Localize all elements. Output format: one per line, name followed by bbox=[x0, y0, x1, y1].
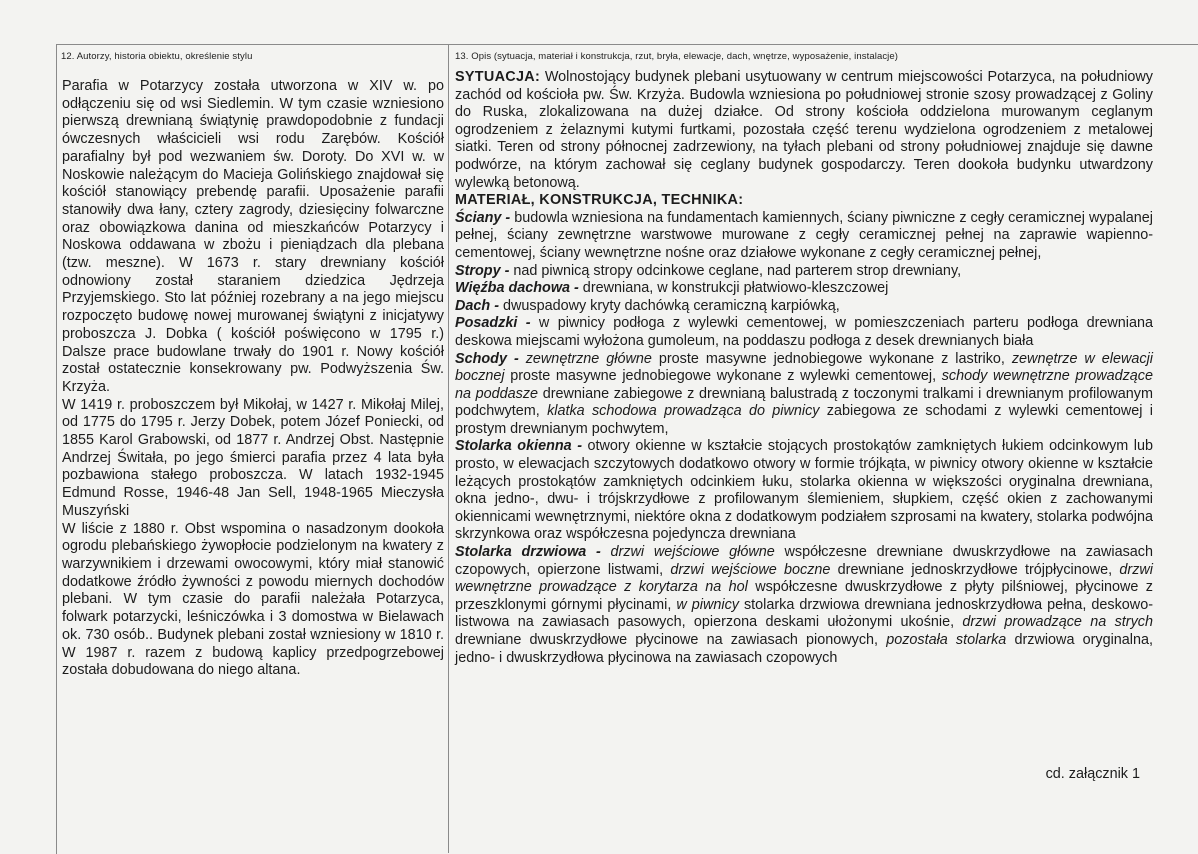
sciany-paragraph bbox=[455, 210, 1153, 263]
sytuacja-label: SYTUACJA: bbox=[455, 69, 541, 85]
drzwiowa-label: Stolarka drzwiowa - bbox=[455, 544, 601, 561]
section-12-heading: 12. Autorzy, historia obiektu, określenie stylu bbox=[61, 51, 253, 62]
section-13-heading: 13. Opis (sytuacja, materiał i konstrukcja, rzut, bryła, elewacje, dach, wnętrze, wyposażenie, instalacje) bbox=[455, 51, 899, 62]
wiezba-label: Więźba dachowa - bbox=[455, 280, 579, 297]
drzwi-part: drewniane jednoskrzydłowe trójpłycinowe, bbox=[830, 561, 1120, 578]
schody-paragraph bbox=[455, 351, 1153, 439]
drzwi-part: pozostała stolarka bbox=[886, 632, 1007, 648]
schody-part: klatka schodowa prowadząca do piwnicy bbox=[547, 403, 820, 420]
dach-label: Dach - bbox=[455, 297, 499, 314]
drzwi-part: drzwi prowadzące na strych bbox=[962, 614, 1153, 631]
okienna-text: otwory okienne w kształcie stojących prostokątów zamkniętych łukiem odcinkowym lub prosto, w elewacjach szczytowych dodatkowo otwory w formie trójkąta, w piwnicy otwory okienne w kształcie leżących prostokątów zamkniętych odcinkiem łuku, stolarka okienna w większości oryginalna drewniana, okna jedno-, dwu- i trójskrzydłowe z profilowanym ślemieniem, słupkiem, część okien z zachowanymi okiennicami wewnętrznymi, niektóre okna z dodatkowym podziałem szprosami na kwatery, stolarka podwójna skrzynkowa oraz współczesna pojedyncza drewniana bbox=[455, 438, 1153, 543]
drzwi-part: w piwnicy bbox=[676, 596, 739, 613]
schody-label: Schody - bbox=[455, 350, 519, 367]
wiezba-text: drewniana, w konstrukcji płatwiowo-kleszczowej bbox=[578, 280, 889, 297]
drzwi-part: drzwiowa oryginalna, jedno- i dwuskrzydłowa płycinowa na zawiasach czopowych bbox=[455, 632, 1153, 666]
posadzki-paragraph bbox=[455, 315, 1153, 350]
drzwi-part: drzwi wejściowe główne bbox=[600, 544, 775, 561]
history-paragraph: Parafia w Potarzycy została utworzona w XIV w. po odłączeniu się od wsi Siedlemin. W tym czasie wzniesiono pierwszą drewnianą świątynię prawdopodobnie z fundacji ówczesnych właścicieli wsi rodu Zarębów. Kościół parafialny był pod wezwaniem św. Doroty. Do XVI w. w Noskowie należącym do Macieja Golińskiego znajdował się kościół stanowiący prebendę parafii. Uposażenie parafii stanowiły dwa łany, cztery zagrody, dziesięciny folwarczne oraz obowiązkowa danina od mieszkańców Potarzycy i Noskowa oddawana w zbożu i pieniądzach dla plebana (tzw. meszne). W 1673 r. stary drewniany kościół odnowiony został staraniem dziedzica Jędrzeja Przyjemskiego. Sto lat później rozebrany a na jego miejscu rozpoczęto budowę nowej murowanej świątyni z inicjatywy proboszcza J. Dobka ( kościół poświęcono w 1795 r.) Dalsze prace budowlane trwały do 1901 r. Nowy kościół został ostatecznie konsekrowany pw. Podwyższenia Św. Krzyża. bbox=[62, 78, 444, 395]
dach-paragraph bbox=[455, 298, 1153, 316]
drzwi-part: stolarka drzwiowa drewniana jednoskrzydłowa pełna, deskowo-listwowa na zawiasach pasowych, opierzona deskami ułożonymi ukośnie, bbox=[455, 596, 1153, 631]
schody-part: proste masywne jednobiegowe wykonane z lastriko, bbox=[651, 350, 1012, 367]
drzwi-part: współczesne dwuskrzydłowe z płyty pilśniowej, płycinowe z przeszklonymi górnymi płycinami, bbox=[455, 579, 1153, 613]
sciany-text: budowla wzniesiona na fundamentach kamiennych, ściany piwniczne z cegły ceramicznej wypalanej pełnej, ściany zewnętrzne warstwowe murowane z cegły ceramicznej pełnej na zaprawie wapienno-cementowej, ściany wewnętrzne nośne oraz działowe wykonane z cegły ceramicznej pełnej, bbox=[455, 209, 1153, 261]
schody-part: zabiegowa ze schodami z wylewki cementowej i prostym drewnianym pochwytem, bbox=[455, 403, 1153, 437]
history-column bbox=[62, 78, 444, 680]
history-paragraph: W liście z 1880 r. Obst wspomina o nasadzonym dookoła ogrodu plebańskiego żywopłocie podzielonym na kwatery z warzywnikiem i drzewami owocowymi, który miał stanowić dodatkowe źródło żywności z powodu miernych dochodów plebani. W tym czasie do parafii należała Potarzyca, folwark potarzycki, leśniczówka i 3 domostwa w Bielawach ok. 730 osób.. Budynek plebani został wzniesiony w 1810 r. W 1987 r. razem z budową kaplicy przedpogrzebowej została dobudowana do niego altana. bbox=[62, 520, 444, 679]
schody-part: drewniane zabiegowe z drewnianą balustradą z toczonymi tralkami i drewnianym profilowanym podchwytem, bbox=[455, 385, 1153, 420]
column-divider bbox=[448, 44, 449, 853]
description-column bbox=[455, 69, 1153, 667]
drzwi-part: drewniane dwuskrzydłowe płycinowe na zawiasach pionowych, bbox=[455, 632, 887, 648]
dach-text: dwuspadowy kryty dachówką ceramiczną karpiówką, bbox=[498, 297, 840, 314]
drzwi-part: drzwi wewnętrzne prowadzące z korytarza na hol bbox=[455, 561, 1153, 596]
okienna-label: Stolarka okienna - bbox=[455, 438, 582, 455]
posadzki-label: Posadzki - bbox=[455, 315, 531, 332]
stropy-paragraph bbox=[455, 263, 1153, 281]
schody-part: proste masywne jednobiegowe wykonane z wylewki cementowej, bbox=[504, 368, 942, 385]
sytuacja-paragraph bbox=[455, 69, 1153, 192]
posadzki-text: w piwnicy podłoga z wylewki cementowej, w pomieszczeniach parteru podłoga drewniana deskowa miejscami wyłożona gumoleum, na poddaszu podłoga z desek drewnianych biała bbox=[455, 315, 1153, 349]
material-heading: MATERIAŁ, KONSTRUKCJA, TECHNIKA: bbox=[455, 192, 744, 209]
sytuacja-text: Wolnostojący budynek plebani usytuowany w centrum miejscowości Potarzyca, na południowy zachód od kościoła pw. Św. Krzyża. Budowla wzniesiona po południowej stronie szosy prowadzącej z Goliny do Ruska, zlokalizowana na dużej działce. Od strony kościoła oddzielona murowanym ceglanym ogrodzeniem z żelaznymi kutymi furtkami, pozostała część terenu wydzielona ogrodzeniem z metalowej siatki. Teren od strony północnej zadrzewiony, na tyłach plebani od strony południowej znajduje się dawne podwórze, na którym zachował się ceglany budynek gospodarczy. Teren dookoła budynku utwardzony wylewką betonową. bbox=[455, 69, 1153, 191]
stropy-label: Stropy - bbox=[455, 262, 510, 279]
schody-part: zewnętrze w elewacji bocznej bbox=[455, 350, 1153, 385]
drzwiowa-paragraph bbox=[455, 544, 1153, 667]
drzwi-part: współczesne drewniane dwuskrzydłowe na zawiasach czopowych, opierzone listwami, bbox=[455, 544, 1153, 578]
schody-part: schody wewnętrzne prowadzące na poddasze bbox=[455, 368, 1153, 402]
history-paragraph: W 1419 r. proboszczem był Mikołaj, w 1427 r. Mikołaj Milej, od 1775 do 1795 r. Jerzy Dobek, potem Józef Poniecki, od 1855 Karol Grabowski, od 1877 r. Andrzej Obst. Następnie Andrzej Świtała, po jego śmierci parafia przez 4 lata była pozbawiona stałego proboszcza. W latach 1932-1945 Edmund Rosse, 1946-48 Jan Sell, 1948-1965 Mieczysła Muszyński bbox=[62, 396, 444, 519]
stropy-text: nad piwnicą stropy odcinkowe ceglane, nad parterem strop drewniany, bbox=[509, 262, 962, 279]
drzwi-part: drzwi wejściowe boczne bbox=[670, 561, 831, 578]
wiezba-paragraph bbox=[455, 280, 1153, 298]
schody-part: zewnętrzne główne bbox=[518, 350, 652, 367]
sciany-label: Ściany - bbox=[455, 209, 511, 226]
continuation-note: cd. załącznik 1 bbox=[1045, 766, 1140, 782]
okienna-paragraph bbox=[455, 438, 1153, 544]
